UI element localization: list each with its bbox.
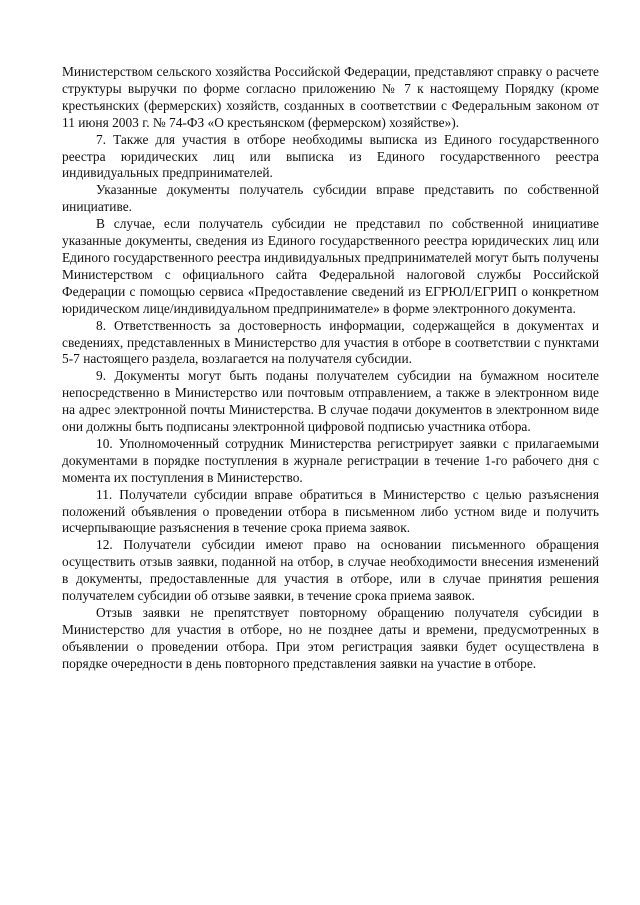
paragraph-item-10: 10. Уполномоченный сотрудник Министерства регистрирует заявки с прилагаемыми документами в порядке поступления в журнале регистрации в течение 1-го рабочего дня с момента их поступления в Министерство. xyxy=(62,435,599,485)
paragraph-continuation: Министерством сельского хозяйства Российской Федерации, представляют справку о расчете структуры выручки по форме согласно приложению № 7 к настоящему Порядку (кроме крестьянских (фермерских) хозяйств, созданных в соответствии с Федеральным законом от 11 июня 2003 г. № 74-ФЗ «О крестьянском (фермерском) хозяйстве»). xyxy=(62,64,599,130)
paragraph-own-initiative: Указанные документы получатель субсидии вправе представить по собственной инициативе. xyxy=(62,182,599,215)
paragraph-item-8: 8. Ответственность за достоверность информации, содержащейся в документах и сведениях, представленных в Министерство для участия в отборе в соответствии с пунктами 5-7 настоящего раздела, возлагается на получателя субсидии. xyxy=(62,317,599,367)
paragraph-item-7: 7. Также для участия в отборе необходимы выписка из Единого государственного реестра юридических лиц или выписка из Единого государственного реестра индивидуальных предпринимателей. xyxy=(62,131,599,181)
document-page xyxy=(62,64,599,673)
paragraph-egrul-egrip: В случае, если получатель субсидии не представил по собственной инициативе указанные документы, сведения из Единого государственного реестра юридических лиц или Единого государственного реестра индивидуальных предпринимателей могут быть получены Министерством с официального сайта Федеральной налоговой службы Российской Федерации с помощью сервиса «Предоставление сведений из ЕГРЮЛ/ЕГРИП о конкретном юридическом лице/индивидуальном предпринимателе» в форме электронного документа. xyxy=(62,216,599,316)
paragraph-item-11: 11. Получатели субсидии вправе обратиться в Министерство с целью разъяснения положений объявления о проведении отбора в письменном либо устном виде и получить исчерпывающие разъяснения в течение срока приема заявок. xyxy=(62,486,599,536)
paragraph-item-12: 12. Получатели субсидии имеют право на основании письменного обращения осуществить отзыв заявки, поданной на отбор, в случае необходимости внесения изменений в документы, предоставленные для участия в отборе, или в случае принятия решения получателем субсидии об отзыве заявки, в течение срока приема заявок. xyxy=(62,537,599,604)
paragraph-item-9: 9. Документы могут быть поданы получателем субсидии на бумажном носителе непосредственно в Министерство или почтовым отправлением, а также в электронном виде на адрес электронной почты Министерства. В случае подачи документов в электронном виде они должны быть подписаны электронной цифровой подписью участника отбора. xyxy=(62,368,599,435)
paragraph-withdrawal: Отзыв заявки не препятствует повторному обращению получателя субсидии в Министерство для участия в отборе, но не позднее даты и времени, предусмотренных в объявлении о проведении отбора. При этом регистрация заявки будет осуществлена в порядке очередности в день повторного представления заявки на участие в отборе. xyxy=(62,605,599,671)
